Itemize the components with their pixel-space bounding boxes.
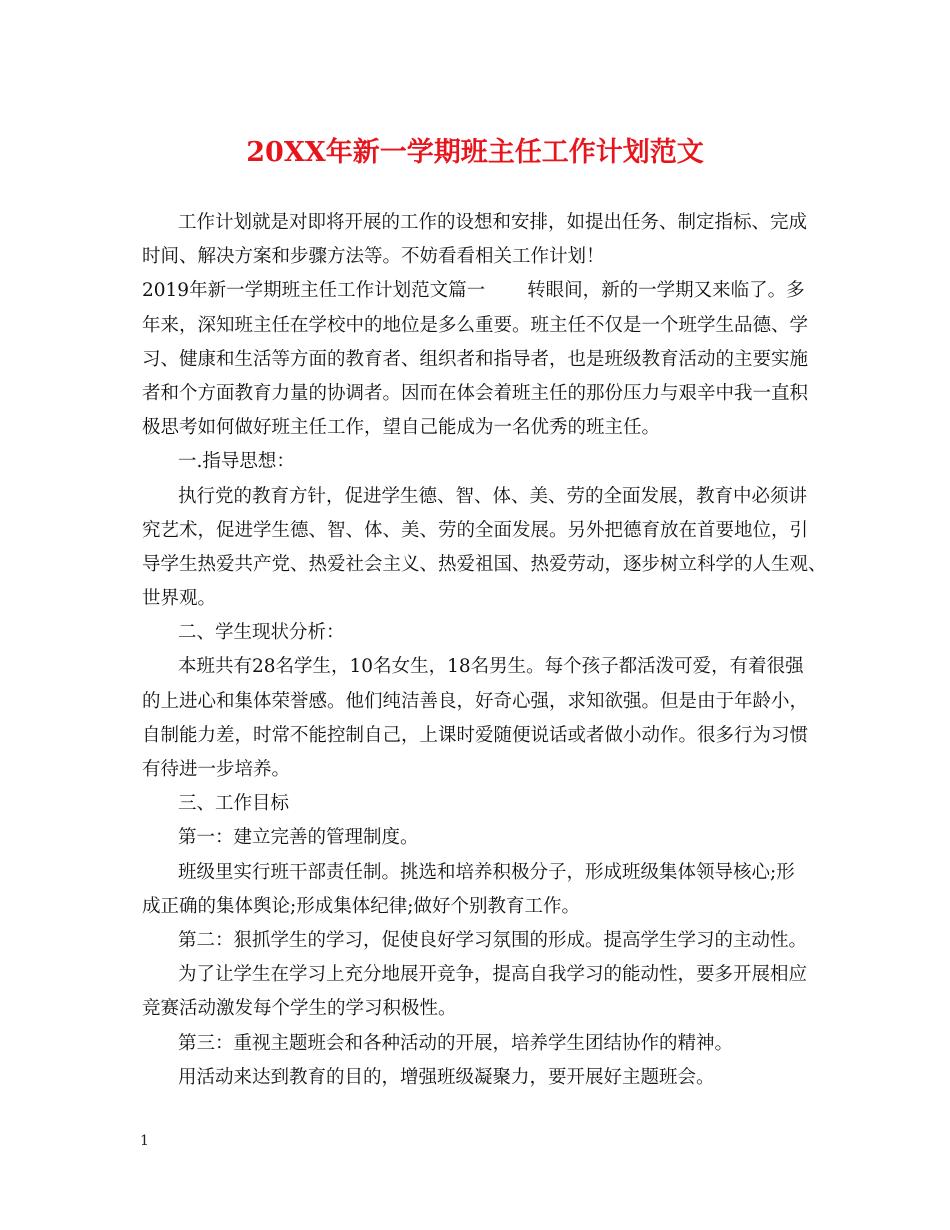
paragraph-line: 本班共有28名学生，10名女生，18名男生。每个孩子都活泼可爱，有着很强 <box>178 656 804 678</box>
paragraph-line: 有待进一步培养。 <box>142 759 291 780</box>
paragraph-line: 的上进心和集体荣誉感。他们纯洁善良，好奇心强，求知欲强。但是由于年龄小， <box>142 690 809 712</box>
paragraph-line: 年来，深知班主任在学校中的地位是多么重要。班主任不仅是一个班学生品德、学 <box>142 314 809 336</box>
paragraph-line: 工作计划就是对即将开展的工作的设想和安排，如提出任务、制定指标、完成 <box>178 212 808 233</box>
paragraph-line: 习、健康和生活等方面的教育者、组织者和指导者，也是班级教育活动的主要实施 <box>142 348 809 370</box>
section-heading: 二、学生现状分析： <box>178 622 345 644</box>
subsection-heading: 第一：建立完善的管理制度。 <box>178 827 419 849</box>
document-title: 20XX年新一学期班主任工作计划范文 <box>246 137 704 168</box>
subsection-heading: 第二：狠抓学生的学习，促使良好学习氛围的形成。提高学生学习的主动性。 <box>178 929 808 951</box>
paragraph-line: 执行党的教育方针，促进学生德、智、体、美、劳的全面发展，教育中必须讲 <box>178 485 808 507</box>
paragraph-line: 班级里实行班干部责任制。挑选和培养积极分子，形成班级集体领导核心;形 <box>178 861 795 883</box>
paragraph-line: 竞赛活动激发每个学生的学习积极性。 <box>142 998 457 1020</box>
paragraph-line: 时间、解决方案和步骤方法等。不妨看看相关工作计划！ <box>142 246 605 268</box>
paragraph-line: 成正确的集体舆论;形成集体纪律;做好个别教育工作。 <box>142 895 580 917</box>
paragraph-line: 导学生热爱共产党、热爱社会主义、热爱祖国、热爱劳动，逐步树立科学的人生观、 <box>142 553 827 575</box>
paragraph-line: 自制能力差，时常不能控制自己，上课时爱随便说话或者做小动作。很多行为习惯 <box>142 724 809 746</box>
paragraph-text: 转眼间，新的一学期又来临了。多 <box>527 280 805 302</box>
paragraph-line: 为了让学生在学习上充分地展开竞争，提高自我学习的能动性，要多开展相应 <box>178 964 808 986</box>
document-body <box>142 206 827 1095</box>
section-heading: 三、工作目标 <box>178 793 290 815</box>
section-heading-inline: 2019年新一学期班主任工作计划范文篇一 <box>142 280 486 302</box>
paragraph-line: 究艺术，促进学生德、智、体、美、劳的全面发展。另外把德育放在首要地位，引 <box>142 519 809 541</box>
paragraph-line: 极思考如何做好班主任工作，望自己能成为一名优秀的班主任。 <box>142 417 661 439</box>
paragraph-line: 用活动来达到教育的目的，增强班级凝聚力，要开展好主题班会。 <box>178 1066 715 1088</box>
paragraph-line-with-heading <box>142 274 822 308</box>
subsection-heading: 第三：重视主题班会和各种活动的开展，培养学生团结协作的精神。 <box>178 1032 734 1054</box>
paragraph-line: 世界观。 <box>142 588 217 610</box>
page-number: 1 <box>140 1133 149 1149</box>
section-heading: 一.指导思想： <box>178 451 295 473</box>
paragraph-line: 者和个方面教育力量的协调者。因而在体会着班主任的那份压力与艰辛中我一直积 <box>142 382 809 404</box>
